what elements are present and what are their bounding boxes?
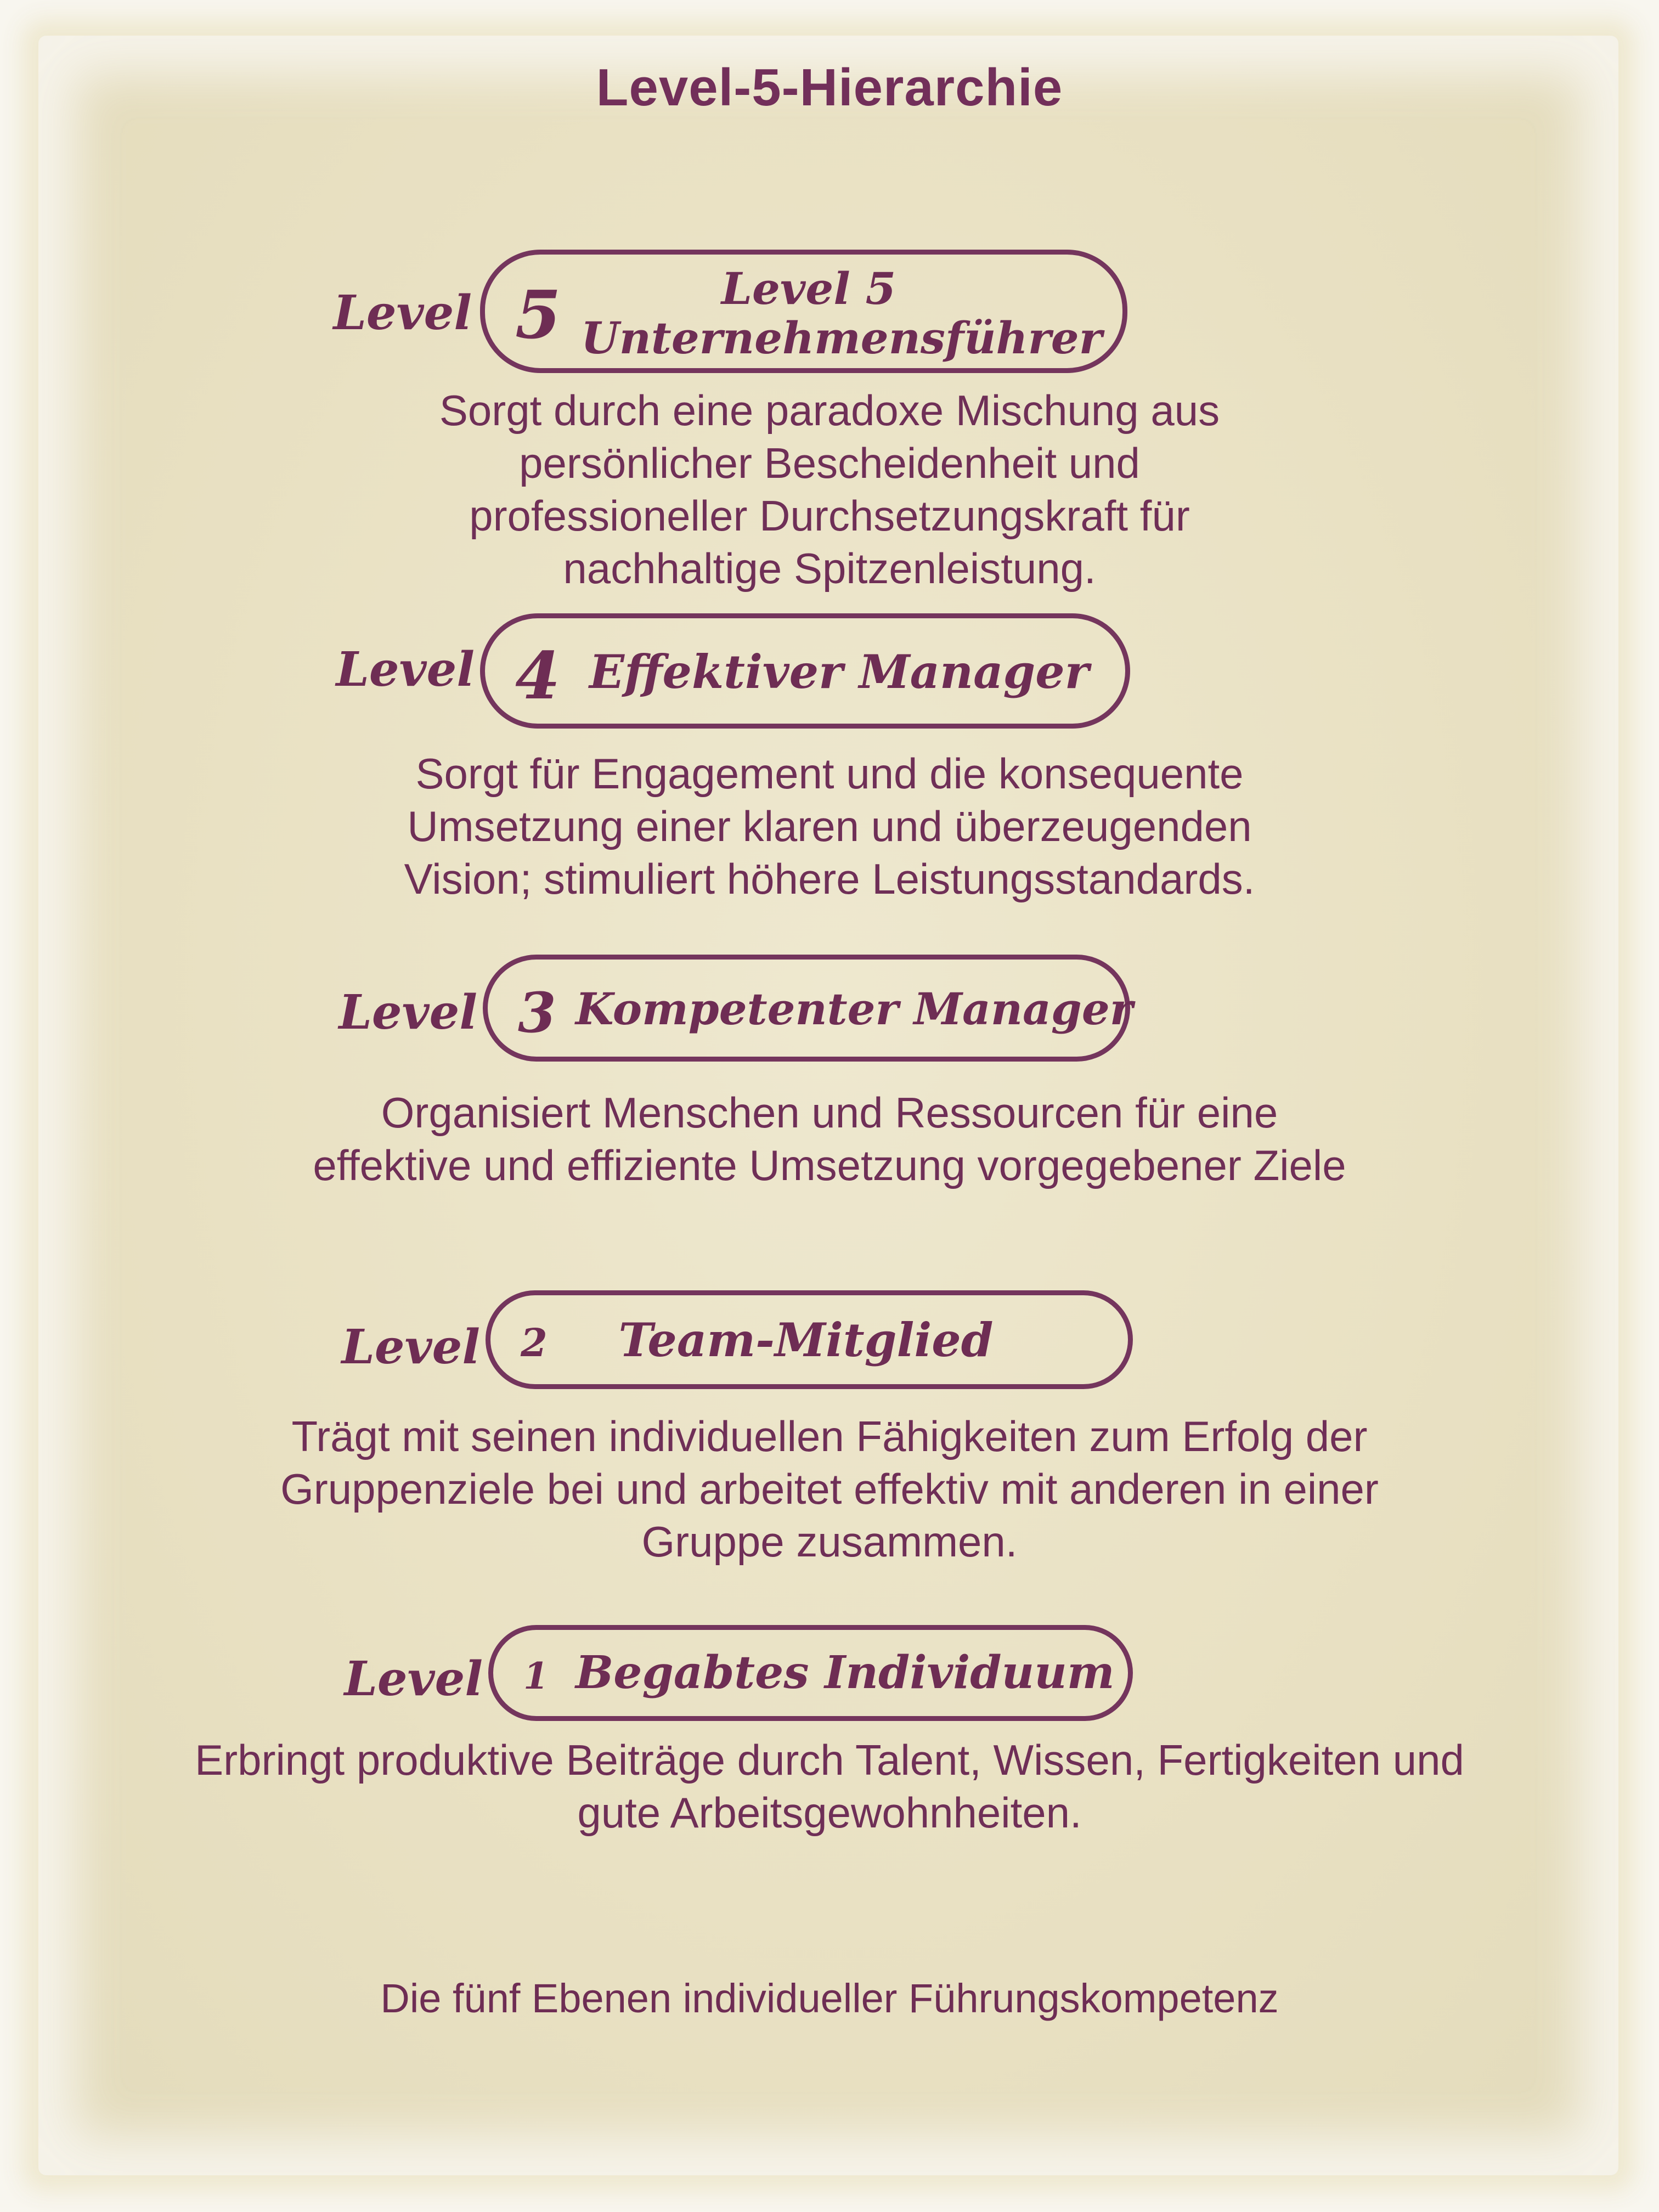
level-4-label: Level [336, 642, 475, 697]
level-2-label: Level [341, 1319, 480, 1375]
level-3-description [0, 1086, 1659, 1192]
level-4-number: 4 [515, 637, 561, 714]
level-5-box [480, 250, 1127, 373]
level-2-box [486, 1290, 1133, 1389]
level-1-description [0, 1734, 1659, 1839]
level-1-title: Begabtes Individuum [575, 1646, 1115, 1699]
level-5-description-line: Sorgt durch eine paradoxe Mischung aus [439, 386, 1220, 435]
figure-caption: Die fünf Ebenen individueller Führungskompetenz [380, 1976, 1279, 2021]
level-4-description-line: Vision; stimuliert höhere Leistungsstandards. [404, 855, 1255, 903]
level-2-title: Team-Mitglied [618, 1313, 994, 1367]
level-5-description-line: professioneller Durchsetzungskraft für [469, 492, 1190, 540]
level-4-title: Effektiver Manager [589, 645, 1089, 699]
level-3-number: 3 [518, 980, 556, 1045]
level-5-description [0, 384, 1659, 595]
level-3-description-line: effektive und effiziente Umsetzung vorgegebener Ziele [313, 1141, 1346, 1189]
level-3-label: Level [338, 985, 477, 1040]
level-5-description-line: persönlicher Bescheidenheit und [519, 439, 1140, 487]
level-5-label: Level [333, 285, 472, 341]
level-2-description [0, 1410, 1659, 1568]
level-4-box [480, 613, 1130, 729]
level-2-description-line: Trägt mit seinen individuellen Fähigkeiten zum Erfolg der [291, 1412, 1368, 1460]
level-2-number: 2 [521, 1320, 548, 1365]
page-title: Level-5-Hierarchie [596, 58, 1063, 117]
level-3-box [483, 955, 1133, 1062]
level-1-label: Level [344, 1651, 483, 1707]
level-5-title-line2: Unternehmensführer [581, 312, 1102, 364]
level-2-description-line: Gruppenziele bei und arbeitet effektiv mit anderen in einer [280, 1465, 1379, 1513]
level-2-description-line: Gruppe zusammen. [641, 1517, 1018, 1566]
level-5-number: 5 [515, 276, 561, 354]
level-1-description-line: Erbringt produktive Beiträge durch Talent, Wissen, Fertigkeiten und [195, 1736, 1464, 1784]
level-1-number: 1 [523, 1655, 549, 1697]
level-4-description-line: Sorgt für Engagement und die konsequente [415, 749, 1244, 798]
level-3-description-line: Organisiert Menschen und Ressourcen für eine [381, 1088, 1278, 1137]
level-3-title: Kompetenter Manager [575, 983, 1133, 1035]
level-4-description-line: Umsetzung einer klaren und überzeugenden [407, 802, 1252, 850]
level-4-description [0, 747, 1659, 905]
level-1-box [488, 1625, 1133, 1721]
level-5-title-line1: Level 5 [721, 263, 896, 314]
level-1-description-line: gute Arbeitsgewohnheiten. [577, 1788, 1082, 1837]
level-5-description-line: nachhaltige Spitzenleistung. [563, 544, 1096, 592]
